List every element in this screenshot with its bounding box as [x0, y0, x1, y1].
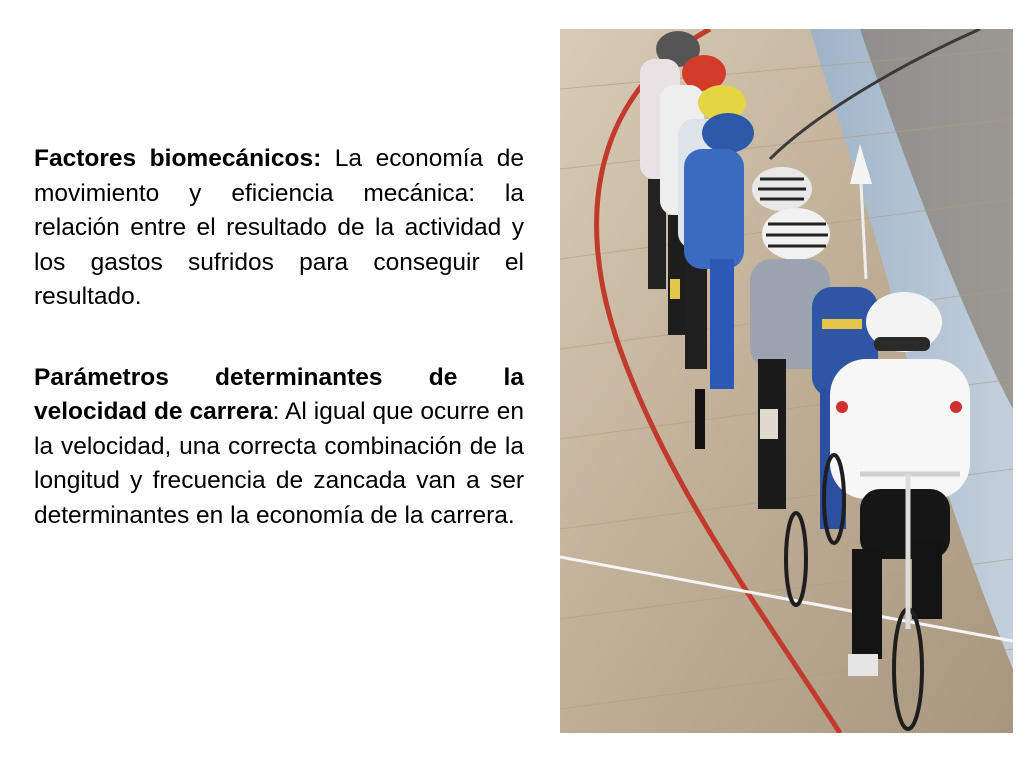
paragraph-race-speed-parameters: [34, 361, 524, 534]
cyclists-illustration: [560, 29, 1013, 733]
text-column: [34, 142, 524, 533]
paragraph-body: La economía de movimiento y eficiencia mecánica: la relación entre el resultado de la actividad y los gastos sufridos para conseguir el resultado.: [34, 145, 524, 310]
cyclists-photo: [560, 29, 1013, 733]
paragraph-body: : Al igual que ocurre en la velocidad, una correcta combinación de la longitud y frecuencia de zancada van a ser determinantes en la economía de la carrera.: [34, 398, 524, 529]
paragraph-heading: Factores biomecánicos:: [34, 145, 322, 172]
paragraph-biomechanical-factors: [34, 142, 524, 315]
paragraph-heading: Parámetros determinantes de la velocidad de carrera: [34, 363, 524, 425]
